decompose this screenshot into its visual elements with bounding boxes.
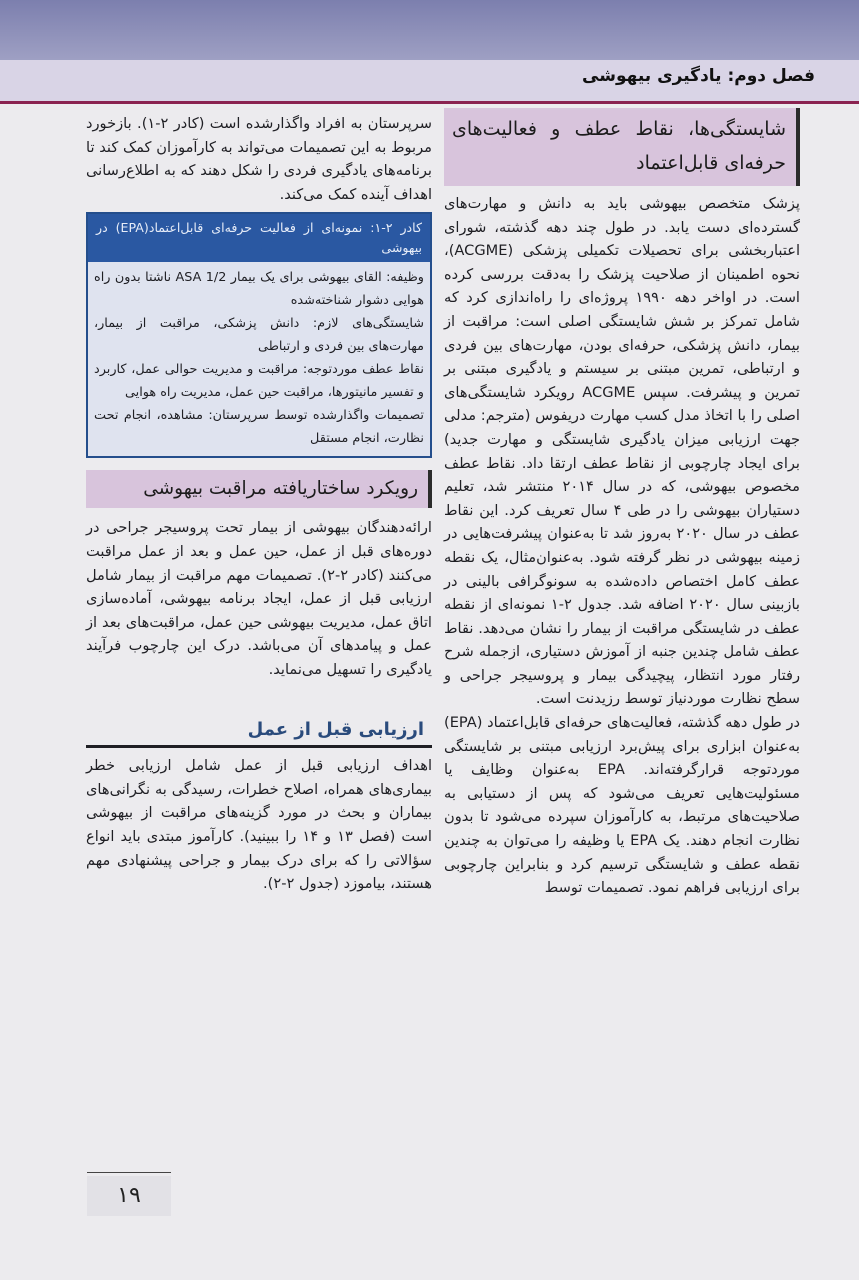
paragraph-competencies: پزشک متخصص بیهوشی باید به دانش و مهارت‌های گسترده‌ای دست یابد. در طول چند دهه گذشته، شورای اعتباربخشی برای تحصیلات تکمیلی پزشکی (ACGME)، نحوه اطمینان از صلاحیت پزشک را به‌دقت بررسی کرده است. در اواخر دهه ۱۹۹۰ پروژه‌ای را راه‌اندازی کرد که شامل تمرکز بر شش شایستگی اصلی است: مراقبت از بیمار، دانش پزشکی، حرفه‌ای بودن، مهارت‌های بین فردی و ارتباطی، تمرین مبتنی بر سیستم و یادگیری مبتنی بر تمرین و پیشرفت. سپس ACGME رویکرد شایستگی‌های اصلی را با اتخاذ مدل کسب مهارت دریفوس (مترجم: مدلی جهت ارزیابی میزان یادگیری شایستگی و مهارت جدید) برای ایجاد چارچوبی از نقاط عطف ارتقا داد. نقاط عطف مخصوص بیهوشی، که در سال ۲۰۱۴ منتشر شد، تعلیم دستیاران بیهوشی را در طی ۴ سال تعریف کرد. این نقاط عطف در سال ۲۰۲۰ به‌روز شد تا به‌عنوان پیشرفت‌هایی در زمینه بیهوشی در نظر گرفته شود. به‌عنوان‌مثال، یک نقطه عطف کامل اختصاص داده‌شده به سونوگرافی بالینی در بازبینی سال ۲۰۲۰ اضافه شد. جدول ۲-۱ نمونه‌ای از نقطه عطف در شایستگی مراقبت از بیمار را نشان می‌دهد. نقاط عطف شامل چندین جنبه از آموزش دستیاری، ازجمله شرح رفتار مورد انتظار، پیچیدگی بیمار و پروسیجر جراحی و سطح نظارت موردنیاز توسط رزیدنت است.	[444, 195, 800, 708]
subheading-preop: ارزیابی قبل از عمل	[86, 718, 432, 749]
paragraph-structured-care: ارائه‌دهندگان بیهوشی از بیمار تحت پروسیجر جراحی در دوره‌های قبل از عمل، حین عمل و بعد از عمل مراقبت می‌کنند (کادر ۲-۲). تصمیمات مهم مراقبت از بیمار شامل ارزیابی قبل از عمل، ایجاد برنامه بیهوشی، آماده‌سازی اتاق عمل، مدیریت بیهوشی حین عمل، مراقبت‌های بعد از عمل و پیامدهای آن می‌باشد. درک این چارچوب فرآیند یادگیری را تسهیل می‌نماید.	[86, 519, 432, 678]
page-number: ۱۹	[87, 1176, 171, 1216]
footer-rule	[87, 1172, 171, 1173]
left-column	[86, 112, 432, 896]
paragraph-epa: در طول دهه گذشته، فعالیت‌های حرفه‌ای قابل‌اعتماد (EPA) به‌عنوان ابزاری برای پیش‌برد ارزیابی مبتنی بر شایستگی موردتوجه قرارگرفته‌اند. EPA به‌عنوان وظایف یا مسئولیت‌هایی تعریف می‌شود که پس از دستیابی به صلاحیت‌های مرتبط، به کارآموزان سپرده می‌شود تا بدون نظارت انجام دهند. یک EPA یا وظیفه را می‌توان به چندین نقطه عطف و شایستگی ترسیم کرد و بنابراین چارچوبی برای ارزیابی فراهم نمود. تصمیمات توسط	[444, 714, 800, 897]
top-color-band	[0, 0, 859, 68]
box-item-competencies: شایستگی‌های لازم: دانش پزشکی، مراقبت از بیمار، مهارت‌های بین فردی و ارتباطی	[94, 316, 424, 355]
section-heading-structured-care: رویکرد ساختاریافته مراقبت بیهوشی	[86, 470, 432, 508]
section-heading-competencies: شایستگی‌ها، نقاط عطف و فعالیت‌های حرفه‌ای قابل‌اعتماد	[444, 108, 800, 186]
right-column	[444, 108, 800, 900]
box-2-1	[86, 212, 432, 458]
box-title: کادر ۲-۱: نمونه‌ای از فعالیت حرفه‌ای قابل‌اعتماد(EPA) در بیهوشی	[88, 214, 430, 262]
running-header	[0, 60, 859, 104]
box-item-decisions: تصمیمات واگذارشده توسط سرپرستان: مشاهده، انجام تحت نظارت، انجام مستقل	[94, 408, 424, 447]
paragraph-intro: سرپرستان به افراد واگذارشده است (کادر ۲-۱). بازخورد مربوط به این تصمیمات می‌تواند به کارآموزان کمک کند تا برنامه‌های یادگیری فردی را شکل دهند که به اطلاع‌رسانی اهداف آینده کمک می‌کند.	[86, 115, 432, 203]
box-item-task: وظیفه: القای بیهوشی برای یک بیمار ASA 1/2 ناشتا بدون راه هوایی دشوار شناخته‌شده	[94, 270, 424, 309]
chapter-title: فصل دوم: یادگیری بیهوشی	[582, 66, 815, 86]
box-body	[88, 262, 430, 456]
box-item-milestones: نقاط عطف موردتوجه: مراقبت و مدیریت حوالی عمل، کاربرد و تفسیر مانیتورها، مراقبت حین عمل، مدیریت راه هوایی	[94, 362, 424, 401]
paragraph-preop: اهداف ارزیابی قبل از عمل شامل ارزیابی خطر بیماری‌های همراه، اصلاح خطرات، رسیدگی به نگرانی‌های بیماران و بحث در مورد گزینه‌های مراقبت از بیهوشی است (فصل ۱۳ و ۱۴ را ببینید). کارآموز مبتدی باید انواع سؤالاتی را که برای درک بیمار و جراحی پیشنهادی مهم هستند، بیاموزد (جدول ۲-۲).	[86, 757, 432, 893]
